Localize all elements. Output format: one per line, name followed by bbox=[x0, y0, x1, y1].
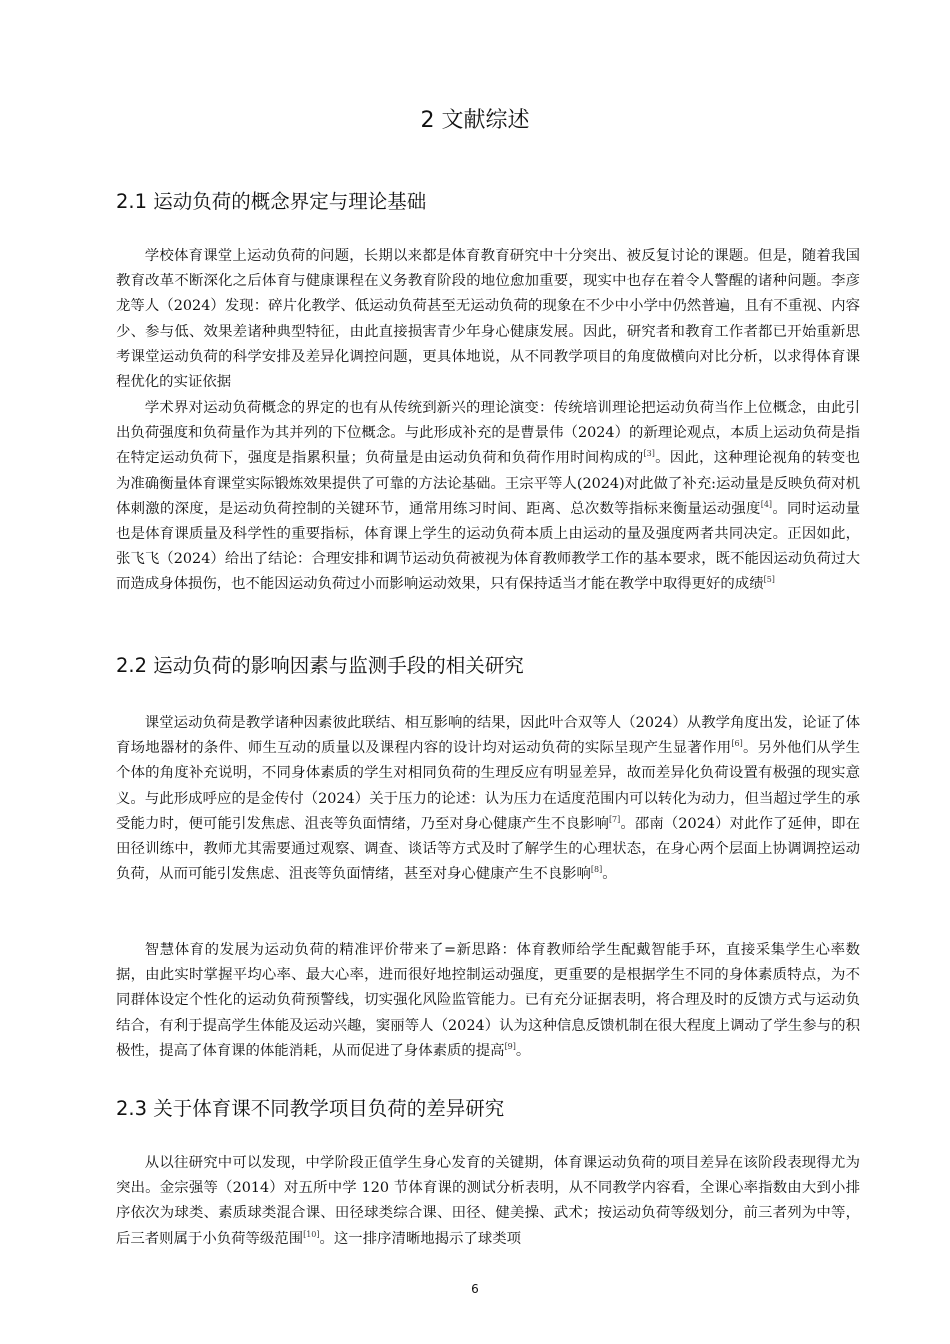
section-title-2-3: 2.3 关于体育课不同教学项目负荷的差异研究 bbox=[116, 1097, 505, 1120]
paragraph-text: 。因此，这种理论视角的转变也为准确衡量体育课堂实际锻炼效果提供了可靠的方法论基础。王宗平等人(2024)对此做了补充:运动量是反映负荷对机体刺激的深度，是运动负荷控制的关键环节，通常用练习时间、距离、总次数等指标来衡量运动强度 bbox=[116, 450, 860, 517]
paragraph-text: 。 bbox=[602, 866, 617, 883]
chapter-title: 2 文献综述 bbox=[420, 108, 530, 133]
paragraph-text: 。同时运动量也是体育课质量及科学性的重要指标，体育课上学生的运动负荷本质上由运动的量及强度两者共同决定。正因如此，张飞飞（2024）给出了结论：合理安排和调节运动负荷被视为体育教师教学工作的基本要求，既不能因运动负荷过大而造成身体损伤，也不能因运动负荷过小而影响运动效果，只有保持适当才能在教学中取得更好的成绩 bbox=[116, 500, 860, 593]
citation-marker: [5] bbox=[763, 575, 775, 585]
paragraph bbox=[116, 938, 860, 1064]
section-title-2-1: 2.1 运动负荷的概念界定与理论基础 bbox=[116, 190, 427, 213]
citation-marker: [4] bbox=[760, 500, 773, 510]
citation-marker: [8] bbox=[590, 865, 603, 875]
paragraph-text: 学术界对运动负荷概念的界定的也有从传统到新兴的理论演变：传统培训理论把运动负荷当作上位概念，由此引出负荷强度和负荷量作为其并列的下位概念。与此形成补充的是曹景伟（2024）的新理论观点，本质上运动负荷是指在特定运动负荷下，强度是指累积量；负荷量是由运动负荷和负荷作用时间构成的 bbox=[116, 400, 860, 467]
citation-marker: [6] bbox=[731, 739, 743, 749]
paragraph bbox=[116, 244, 860, 395]
citation-marker: [7] bbox=[608, 815, 621, 825]
citation-marker: [9] bbox=[504, 1042, 516, 1052]
paragraph bbox=[116, 711, 860, 887]
section-title-2-2: 2.2 运动负荷的影响因素与监测手段的相关研究 bbox=[116, 654, 524, 677]
paragraph-text: 。这一排序清晰地揭示了球类项 bbox=[319, 1230, 521, 1247]
citation-marker: [3] bbox=[643, 449, 655, 459]
paragraph bbox=[116, 396, 860, 598]
paragraph-text: 。另外他们从学生个体的角度补充说明，不同身体素质的学生对相同负荷的生理反应有明显差异，故而差异化负荷设置有极强的现实意义。与此形成呼应的是金传付（2024）关于压力的论述：认为压力在适度范围内可以转化为动力，但当超过学生的承受能力时，便可能引发焦虑、沮丧等负面情绪，乃至对身心健康产生不良影响 bbox=[116, 740, 860, 832]
paragraph-text: 智慧体育的发展为运动负荷的精准评价带来了=新思路：体育教师给学生配戴智能手环，直接采集学生心率数据，由此实时掌握平均心率、最大心率，进而很好地控制运动强度，更重要的是根据学生不同的身体素质特点，为不同群体设定个性化的运动负荷预警线，切实强化风险监管能力。已有充分证据表明，将合理及时的反馈方式与运动负结合，有利于提高学生体能及运动兴趣，窦丽等人（2024）认为这种信息反馈机制在很大程度上调动了学生参与的积极性，提高了体育课的体能消耗，从而促进了身体素质的提高 bbox=[116, 942, 860, 1059]
paragraph bbox=[116, 1151, 860, 1252]
paragraph-text: 学校体育课堂上运动负荷的问题，长期以来都是体育教育研究中十分突出、被反复讨论的课题。但是，随着我国教育改革不断深化之后体育与健康课程在义务教育阶段的地位愈加重要，现实中也存在着令人警醒的诸种问题。李彦龙等人（2024）发现：碎片化教学、低运动负荷甚至无运动负荷的现象在不少中小学中仍然普遍，且有不重视、内容少、参与低、效果差诸种典型特征，由此直接损害青少年身心健康发展。因此，研究者和教育工作者都已开始重新思考课堂运动负荷的科学安排及差异化调控问题，更具体地说，从不同教学项目的角度做横向对比分析，以求得体育课程优化的实证依据 bbox=[116, 248, 860, 391]
paragraph-text: 从以往研究中可以发现，中学阶段正值学生身心发育的关键期，体育课运动负荷的项目差异在该阶段表现得尤为突出。金宗强等（2014）对五所中学 120 节体育课的测试分析表明，从不同教学内容看，全课心率指数由大到小排序依次为球类、素质球类混合课、田径球类综合课、田径、健美操、武术；按运动负荷等级划分，前三者列为中等，后三者则属于小负荷等级范围 bbox=[116, 1155, 860, 1247]
page-number: 6 bbox=[471, 1282, 479, 1296]
citation-marker: [10] bbox=[303, 1229, 320, 1239]
paragraph-text: 课堂运动负荷是教学诸种因素彼此联结、相互影响的结果，因此叶合双等人（2024）从教学角度出发，论证了体育场地器材的条件、师生互动的质量以及课程内容的设计均对运动负荷的实际呈现产生显著作用 bbox=[116, 715, 860, 757]
paragraph-text: 。 bbox=[515, 1042, 531, 1059]
paragraph-text: 。邵南（2024）对此作了延伸，即在田径训练中，教师尤其需要通过观察、调查、谈话等方式及时了解学生的心理状态，在身心两个层面上协调调控运动负荷，从而可能引发焦虑、沮丧等负面情绪，甚至对身心健康产生不良影响 bbox=[116, 815, 860, 883]
